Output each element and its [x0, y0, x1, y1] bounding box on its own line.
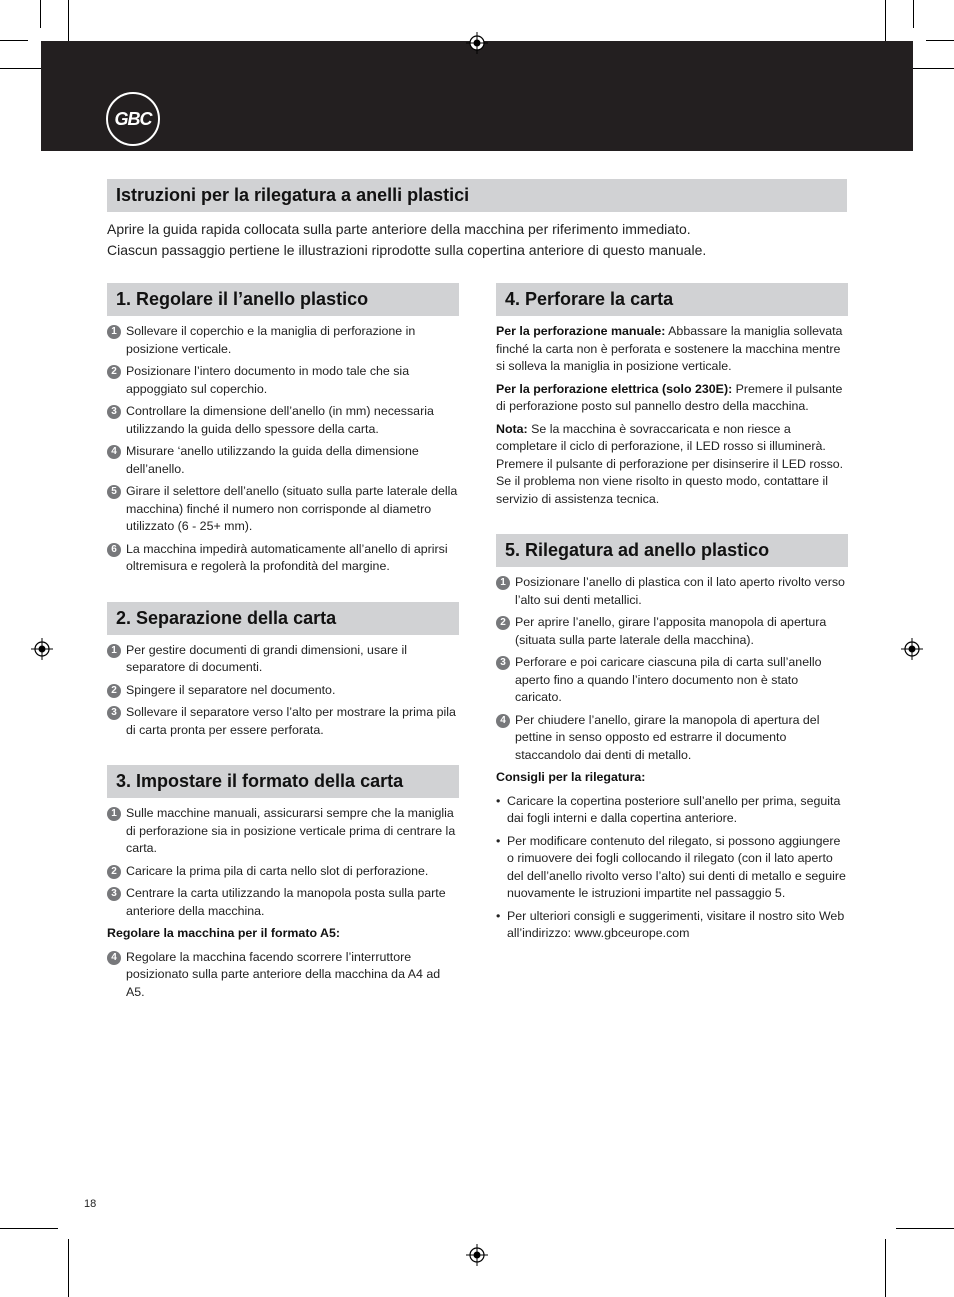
step-number-badge: 4	[107, 445, 121, 459]
step-text: Sollevare il separatore verso l’alto per mostrare la prima pila di carta pronta per essere perforata.	[126, 705, 456, 737]
step-item	[107, 704, 459, 739]
step-text: Posizionare l’anello di plastica con il lato aperto rivolto verso l’alto sui denti metallici.	[515, 575, 845, 607]
step-number-badge: 2	[107, 365, 121, 379]
tip-item: • Per ulteriori consigli e suggerimenti, visitare il nostro sito Web all’indirizzo: www.gbceurope.com	[496, 908, 845, 940]
registration-mark-icon	[466, 32, 488, 54]
paragraph-label: Per la perforazione manuale:	[496, 324, 666, 338]
step-item	[496, 654, 848, 707]
section-title-4: 4. Perforare la carta	[496, 283, 848, 316]
step-item	[107, 863, 459, 881]
paragraph-text: Se la macchina è sovraccaricata e non riesce a completare il ciclo di perforazione, il LED rosso si illuminerà. Premere il pulsante di perforazione per disinserire il LED rosso. Se il problema non viene risolto in questo modo, contattare il servizio di assistenza tecnica.	[496, 421, 844, 506]
step-number-badge: 6	[107, 543, 121, 557]
step-item	[107, 885, 459, 920]
paragraph	[496, 323, 848, 376]
paragraph-text: Premere il pulsante di perforazione posto sul pannello destro della macchina.	[496, 381, 843, 413]
step-text: Sulle macchine manuali, assicurarsi sempre che la maniglia di perforazione sia in posizione verticale prima di centrare la carta.	[126, 806, 456, 855]
step-number-badge: 1	[496, 576, 510, 590]
section-title-5: 5. Rilegatura ad anello plastico	[496, 534, 848, 567]
gbc-logo	[106, 92, 160, 146]
paragraph	[496, 421, 848, 509]
step-item	[107, 682, 459, 700]
step-item	[496, 614, 848, 649]
step-text: Centrare la carta utilizzando la manopola posta sulla parte anteriore della macchina.	[126, 886, 446, 918]
step-text: Per gestire documenti di grandi dimensioni, usare il separatore di documenti.	[126, 642, 407, 674]
step-number-badge: 3	[496, 656, 510, 670]
registration-mark-icon	[466, 1244, 488, 1266]
step-number-badge: 3	[107, 405, 121, 419]
paragraph-label: Nota:	[496, 421, 528, 436]
step-item	[107, 805, 459, 858]
crop-mark	[896, 1228, 954, 1229]
intro-line: Ciascun passaggio pertiene le illustrazioni riprodotte sulla copertina anteriore di questo manuale.	[107, 242, 707, 258]
steps-list-5	[496, 574, 848, 764]
crop-mark	[913, 0, 914, 28]
step-text: Caricare la prima pila di carta nello slot di perforazione.	[126, 863, 429, 878]
step-number-badge: 2	[496, 616, 510, 630]
logo-text: GBC	[114, 108, 152, 129]
step-item	[107, 541, 459, 576]
registration-mark-icon	[901, 638, 923, 660]
step-text: Sollevare il coperchio e la maniglia di perforazione in posizione verticale.	[126, 324, 416, 356]
tip-item: • Caricare la copertina posteriore sull’anello per prima, seguita dai fogli interni e dalla copertina anteriore.	[496, 793, 841, 825]
step-number-badge: 3	[107, 887, 121, 901]
crop-mark	[926, 40, 954, 41]
step-number-badge: 3	[107, 706, 121, 720]
step-number-badge: 2	[107, 684, 121, 698]
tip-text: Per ulteriori consigli e suggerimenti, visitare il nostro sito Web all’indirizzo: www.gbceurope.com	[507, 908, 845, 940]
right-column	[496, 283, 848, 948]
step-number-badge: 4	[496, 714, 510, 728]
tips-list	[496, 793, 848, 943]
registration-mark-icon	[31, 638, 53, 660]
crop-mark	[885, 1239, 886, 1297]
paragraph	[496, 381, 848, 416]
step-item	[107, 443, 459, 478]
step-text: Girare il selettore dell’anello (situato sulla parte laterale della macchina) finché il numero non corrisponde al diametro utilizzato (6 - 25+ mm).	[126, 484, 458, 533]
step-item	[107, 949, 459, 1002]
step-item	[107, 642, 459, 677]
intro	[107, 219, 852, 261]
tip-item: • Per modificare contenuto del rilegato, si possono aggiungere o rimuovere dei fogli collocando il rilegato (con il lato aperto del dell’anello rivolto verso l’alto) sui denti di metallo e seguire nuovamente le istruzioni impartite nel passaggio 5.	[496, 833, 846, 900]
tip-text: Per modificare contenuto del rilegato, si possono aggiungere o rimuovere dei fogli collocando il rilegato (con il lato aperto del dell’anello rivolto verso l’alto) sui denti di metallo e seguire nuovamente le istruzioni impartite nel passaggio 5.	[507, 833, 846, 900]
intro-line: Aprire la guida rapida collocata sulla parte anteriore della macchina per riferimento immediato.	[107, 221, 691, 237]
steps-list-2	[107, 642, 459, 740]
paragraph-label: Per la perforazione elettrica (solo 230E):	[496, 381, 733, 396]
steps-list-3b	[107, 949, 459, 1002]
step-number-badge: 1	[107, 325, 121, 339]
crop-mark	[0, 1228, 58, 1229]
section-title-3: 3. Impostare il formato della carta	[107, 765, 459, 798]
tips-heading: Consigli per la rilegatura:	[496, 770, 646, 784]
crop-mark	[40, 0, 41, 28]
step-text: La macchina impedirà automaticamente all’anello di aprirsi oltremisura e regolerà la profondità del margine.	[126, 541, 448, 573]
header-band	[41, 41, 913, 151]
step-text: Regolare la macchina facendo scorrere l’interruttore posizionato sulla parte anteriore della macchina da A4 ad A5.	[126, 949, 441, 999]
step-text: Perforare e poi caricare ciascuna pila di carta sull’anello aperto fino a quando l’intero documento non è stato caricato.	[515, 655, 822, 704]
step-item	[107, 363, 459, 398]
step-item	[496, 574, 848, 609]
step-text: Per chiudere l’anello, girare la manopola di apertura del pettine in senso opposto ed estrarre il documento staccandolo dai denti di metallo.	[515, 712, 820, 762]
section-title-1: 1. Regolare il l’anello plastico	[107, 283, 459, 316]
paragraph-text: Abbassare la maniglia sollevata finché la carta non è perforata e sostenere la macchina mentre si solleva la maniglia in posizione verticale.	[496, 324, 843, 373]
section-title-2: 2. Separazione della carta	[107, 602, 459, 635]
steps-list-3	[107, 805, 459, 920]
step-text: Spingere il separatore nel documento.	[126, 682, 336, 697]
step-text: Misurare ‘anello utilizzando la guida della dimensione dell’anello.	[126, 444, 419, 476]
step-number-badge: 5	[107, 485, 121, 499]
step-text: Per aprire l’anello, girare l’apposita manopola di apertura (situata sulla parte laterale della macchina).	[515, 615, 827, 647]
step-item	[107, 403, 459, 438]
step-number-badge: 2	[107, 865, 121, 879]
left-column	[107, 283, 459, 1006]
step-item	[107, 483, 459, 536]
crop-mark	[68, 1239, 69, 1297]
step-number-badge: 1	[107, 807, 121, 821]
page-number: 18	[84, 1198, 97, 1210]
steps-list-1	[107, 323, 459, 576]
a5-subheading: Regolare la macchina per il formato A5:	[107, 926, 340, 940]
step-text: Posizionare l’intero documento in modo tale che sia appoggiato sul coperchio.	[126, 364, 410, 396]
step-text: Controllare la dimensione dell’anello (in mm) necessaria utilizzando la guida dello spessore della carta.	[126, 404, 434, 436]
step-item	[107, 323, 459, 358]
tip-text: Caricare la copertina posteriore sull’anello per prima, seguita dai fogli interni e dalla copertina anteriore.	[507, 793, 841, 825]
main-title: Istruzioni per la rilegatura a anelli plastici	[107, 179, 847, 212]
step-number-badge: 4	[107, 951, 121, 965]
step-number-badge: 1	[107, 644, 121, 658]
crop-mark	[0, 40, 28, 41]
step-item	[496, 712, 848, 765]
